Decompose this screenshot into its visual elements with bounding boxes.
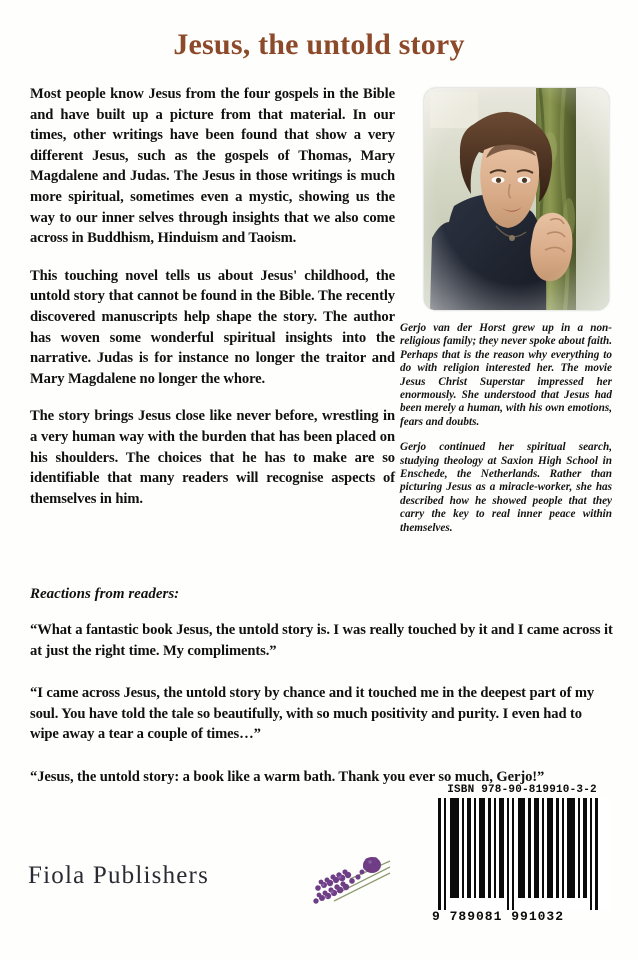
bio-paragraph: Gerjo van der Horst grew up in a non-religious family; they never spoke about faith. Perhaps that is the reason why everything to do with religion interested her. The movie Jesus Christ Superstar impressed her enormously. She understood that Jesus had been merely a human, with his own emotions, fears and doubts. (400, 322, 612, 428)
reader-quotes (30, 620, 613, 787)
reader-quote: “Jesus, the untold story: a book like a warm bath. Thank you ever so much, Gerjo!” (30, 768, 545, 785)
barcode-block (432, 784, 612, 924)
reader-quote: “I came across Jesus, the untold story by chance and it touched me in the deepest part of my soul. You have told the tale so beautifully, with so much positivity and purity. I even had to wipe away a tear a couple of times…” (30, 685, 595, 742)
author-portrait-image (424, 88, 609, 310)
reactions-heading: Reactions from readers: (30, 586, 180, 602)
isbn-label: ISBN 978-90-819910-3-2 (447, 784, 597, 796)
bio-paragraph: Gerjo continued her spiritual search, studying theology at Saxion High School in Enschede, the Netherlands. Rather than picturing Jesus as a miracle-worker, she has described how he showed people that they carry the key to real inner peace within themselves. (400, 441, 612, 534)
barcode-image (432, 798, 612, 910)
blurb-column (30, 84, 395, 509)
blurb-paragraph: Most people know Jesus from the four gospels in the Bible and have built up a picture from that material. In our times, other writings have been found that show a very different Jesus, such as the gospels of Thomas, Mary Magdalene and Judas. The Jesus in those writings is much more spiritual, sometimes even a mystic, showing us the way to our inner selves through insights that we also come across in Buddhism, Hinduism and Taoism. (30, 86, 395, 247)
blurb-paragraph: The story brings Jesus close like never before, wrestling in a very human way with the burden that has been placed on his shoulders. The choices that he has to make are so identifiable that many readers will recognise aspects of themselves in him. (30, 408, 395, 507)
barcode-digits: 9 789081 991032 (432, 909, 565, 924)
author-bio (400, 322, 612, 535)
lavender-sprig-icon (290, 845, 400, 913)
reader-quote: “What a fantastic book Jesus, the untold story is. I was really touched by it and I came across it at just the right time. My compliments.” (30, 622, 613, 659)
page-title: Jesus, the untold story (173, 28, 465, 61)
publisher-name: Fiola Publishers (28, 862, 210, 889)
blurb-paragraph: This touching novel tells us about Jesus' childhood, the untold story that cannot be found in the Bible. The recently discovered manuscripts help shape the story. The author has woven some wonderful spiritual insights into the narrative. Judas is for instance no longer the traitor and Mary Magdalene no longer the whore. (30, 267, 395, 387)
author-photo (424, 88, 609, 310)
